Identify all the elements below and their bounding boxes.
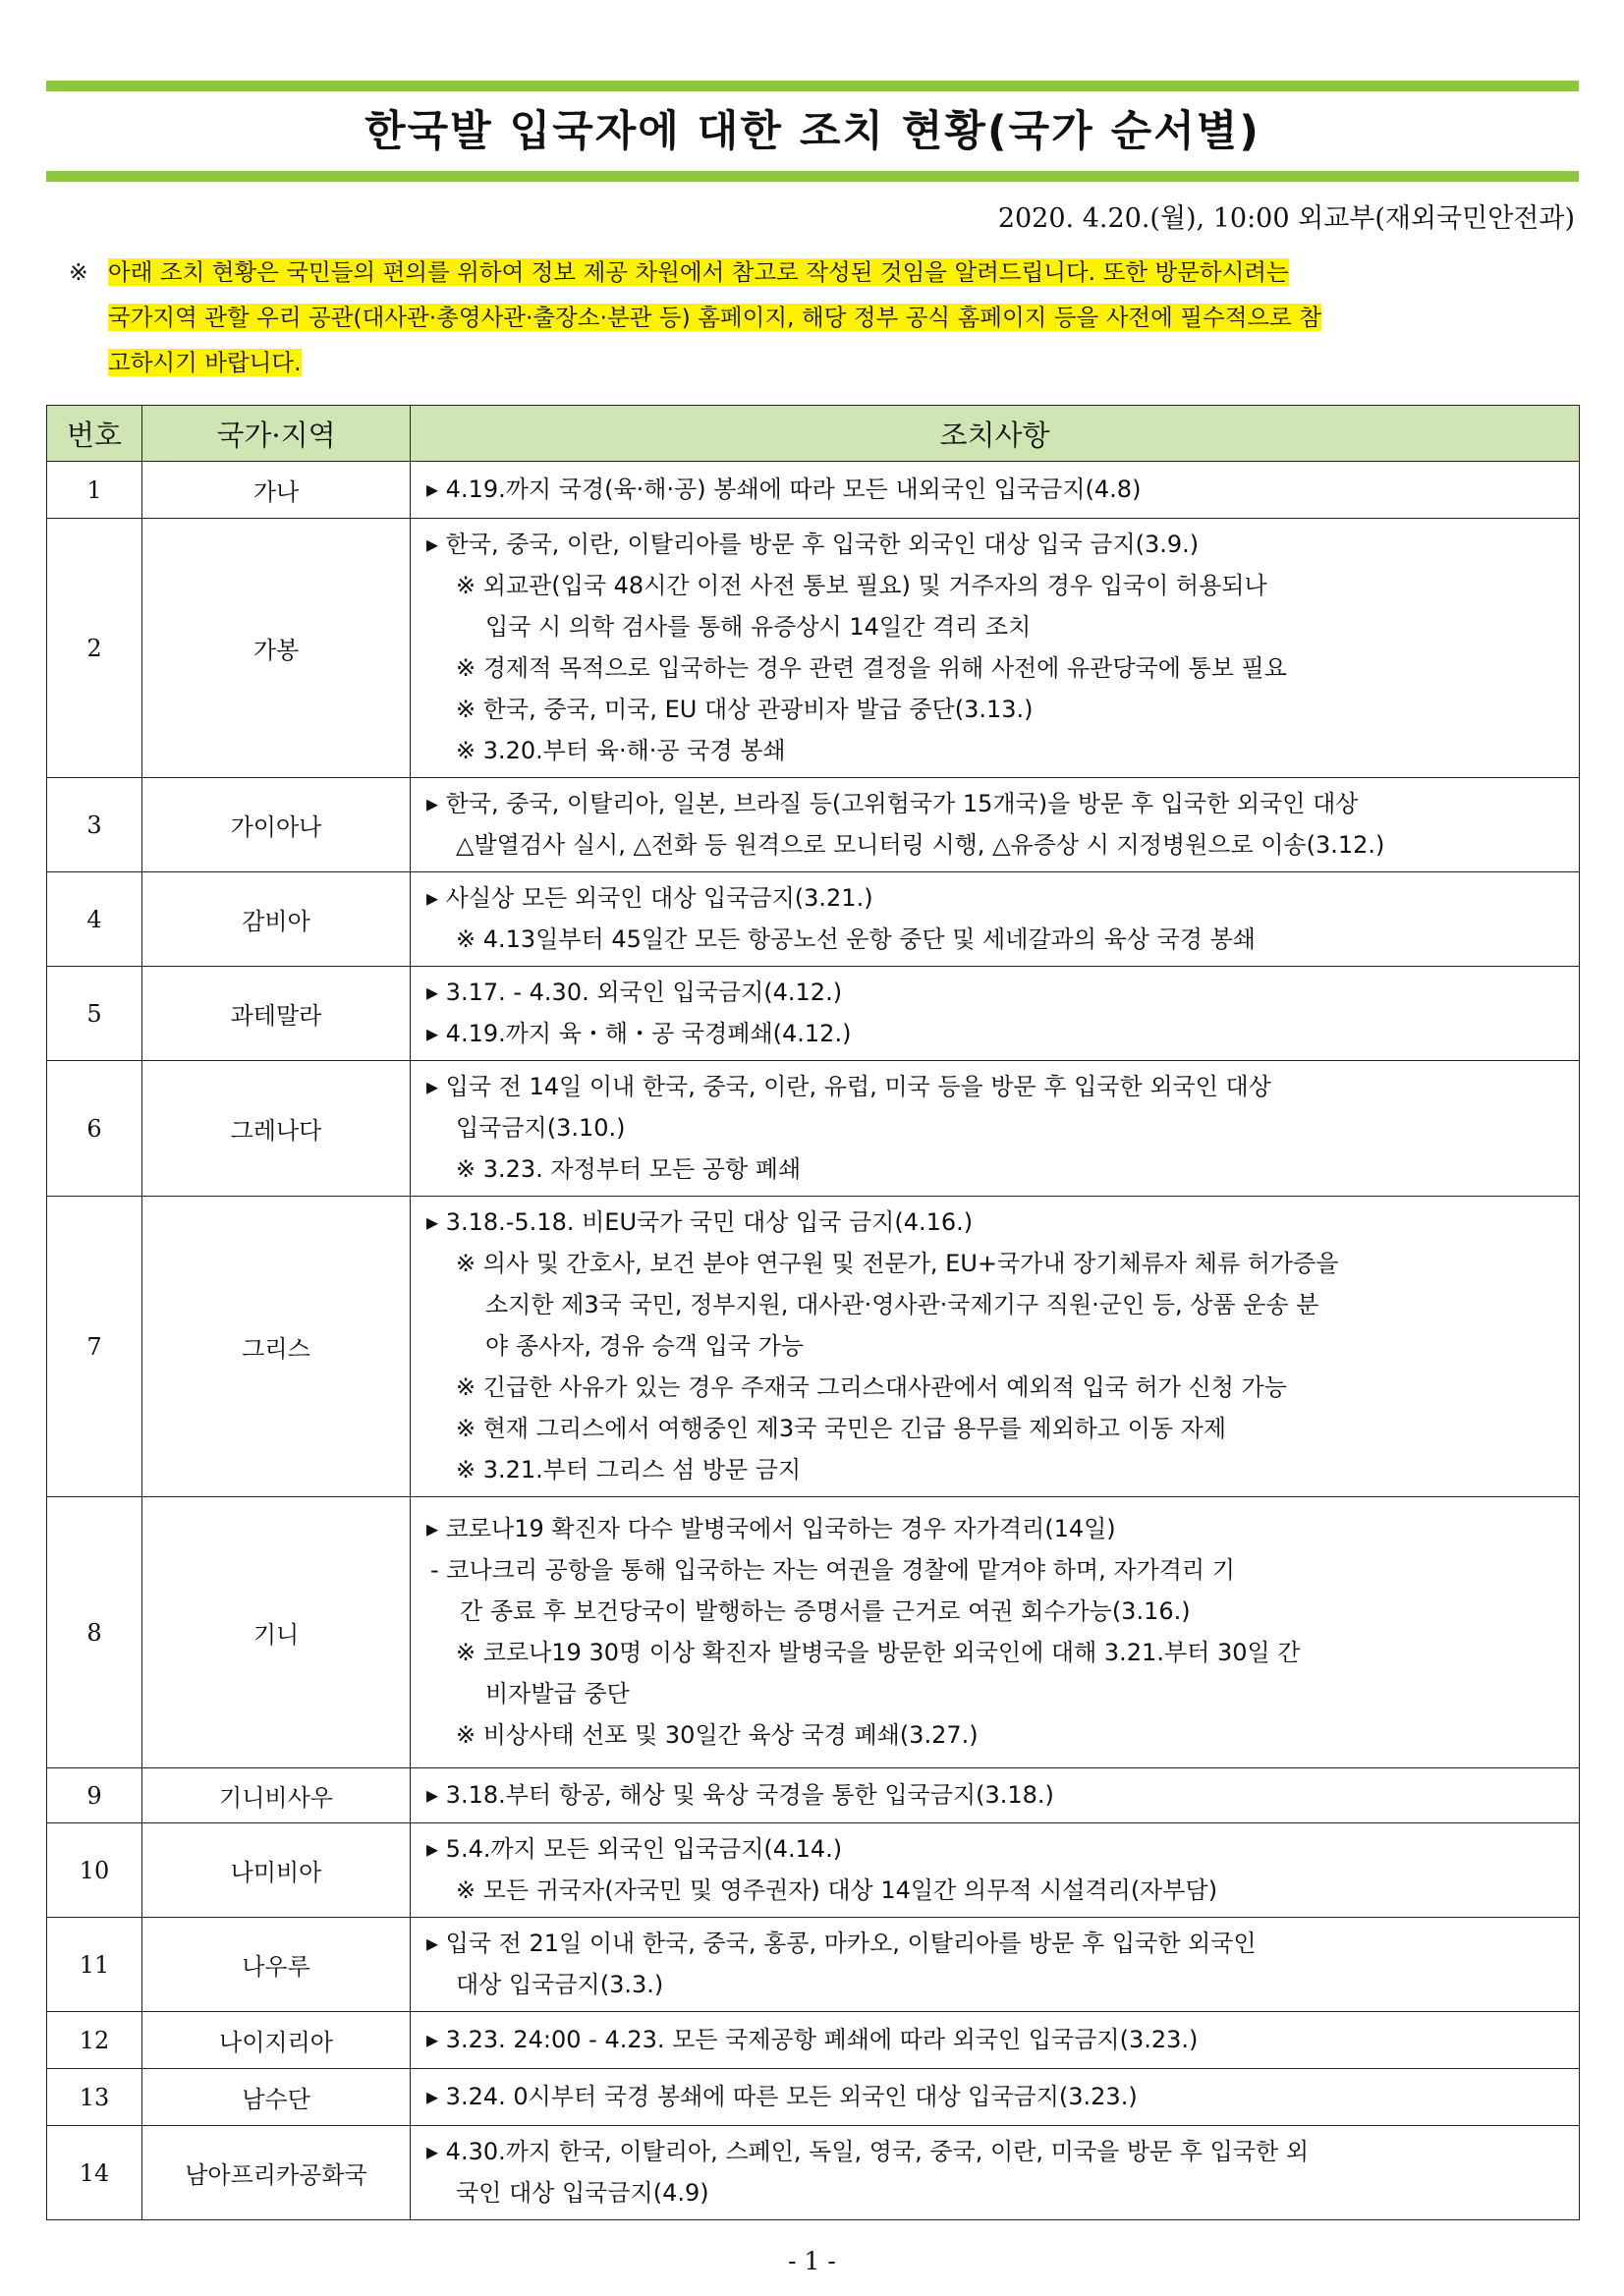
country-name: 그레나다 — [142, 1061, 411, 1197]
country-name: 나우루 — [142, 1918, 411, 2012]
measure-line: △발열검사 실시, △전화 등 원격으로 모니터링 시행, △유증상 시 지정병원으로 이송(3.12.) — [456, 831, 1385, 859]
measure-line: 대상 입국금지(3.3.) — [456, 1971, 664, 1998]
table-row — [47, 462, 1580, 519]
measures-cell — [411, 872, 1580, 967]
measure-line: 소지한 제3국 국민, 정부지원, 대사관·영사관·국제기구 직원·군인 등, 상품 운송 분 — [485, 1291, 1319, 1318]
row-number: 7 — [47, 1197, 142, 1497]
country-name: 기니비사우 — [142, 1768, 411, 1823]
header-measures: 조치사항 — [411, 406, 1580, 462]
measure-line: 간 종료 후 보건당국이 발행하는 증명서를 근거로 여권 회수가능(3.16.) — [460, 1597, 1191, 1625]
row-number: 6 — [47, 1061, 142, 1197]
measures-cell — [411, 1823, 1580, 1918]
measure-line: 비자발급 중단 — [485, 1680, 630, 1708]
country-name: 가나 — [142, 462, 411, 519]
measure-line: ▸ 4.19.까지 육・해・공 국경폐쇄(4.12.) — [426, 1020, 852, 1047]
row-number: 14 — [47, 2126, 142, 2220]
country-name: 그리스 — [142, 1197, 411, 1497]
measure-line: ※ 비상사태 선포 및 30일간 육상 국경 폐쇄(3.27.) — [456, 1721, 979, 1749]
row-number: 8 — [47, 1497, 142, 1768]
measures-cell — [411, 1197, 1580, 1497]
measure-line: ※ 3.21.부터 그리스 섬 방문 금지 — [456, 1456, 802, 1484]
measure-line: ▸ 3.17. - 4.30. 외국인 입국금지(4.12.) — [426, 979, 843, 1006]
country-name: 과테말라 — [142, 967, 411, 1061]
measure-line: ※ 의사 및 간호사, 보건 분야 연구원 및 전문가, EU+국가내 장기체류자 체류 허가증을 — [456, 1250, 1339, 1277]
measures-cell — [411, 462, 1580, 519]
measure-line: ※ 경제적 목적으로 입국하는 경우 관련 결정을 위해 사전에 유관당국에 통보 필요 — [456, 654, 1287, 682]
measure-line: ▸ 3.24. 0시부터 국경 봉쇄에 따른 모든 외국인 대상 입국금지(3.23.) — [426, 2083, 1138, 2110]
page-title: 한국발 입국자에 대한 조치 현황(국가 순서별) — [364, 107, 1260, 156]
measure-line: 입국 시 의학 검사를 통해 유증상시 14일간 격리 조치 — [485, 613, 1032, 641]
measure-line: ▸ 3.18.부터 항공, 해상 및 육상 국경을 통한 입국금지(3.18.) — [426, 1781, 1054, 1809]
table-row — [47, 519, 1580, 778]
table-row — [47, 778, 1580, 872]
measure-line: ▸ 사실상 모든 외국인 대상 입국금지(3.21.) — [426, 884, 873, 912]
measure-line: ▸ 입국 전 21일 이내 한국, 중국, 홍콩, 마카오, 이탈리아를 방문 후 입국한 외국인 — [426, 1930, 1257, 1957]
row-number: 9 — [47, 1768, 142, 1823]
measure-line: ▸ 한국, 중국, 이탈리아, 일본, 브라질 등(고위험국가 15개국)을 방문 후 입국한 외국인 대상 — [426, 790, 1359, 817]
row-number: 11 — [47, 1918, 142, 2012]
row-number: 2 — [47, 519, 142, 778]
country-name: 남수단 — [142, 2069, 411, 2126]
measure-line: ▸ 4.19.까지 국경(육·해·공) 봉쇄에 따라 모든 내외국인 입국금지(4.8) — [426, 476, 1142, 503]
table-row — [47, 1061, 1580, 1197]
table-row — [47, 967, 1580, 1061]
measure-line: ※ 코로나19 30명 이상 확진자 발병국을 방문한 외국인에 대해 3.21.부터 30일 간 — [456, 1639, 1301, 1666]
notice-line: 아래 조치 현황은 국민들의 편의를 위하여 정보 제공 차원에서 참고로 작성된 것임을 알려드립니다. 또한 방문하시려는 — [108, 258, 1289, 286]
notice-line: 국가지역 관할 우리 공관(대사관·총영사관·출장소·분관 등) 홈페이지, 해당 정부 공식 홈페이지 등을 사전에 필수적으로 참 — [108, 304, 1321, 331]
country-name: 남아프리카공화국 — [142, 2126, 411, 2220]
measure-line: ※ 긴급한 사유가 있는 경우 주재국 그리스대사관에서 예외적 입국 허가 신청 가능 — [456, 1373, 1287, 1401]
country-name: 가이아나 — [142, 778, 411, 872]
measure-line: ▸ 4.30.까지 한국, 이탈리아, 스페인, 독일, 영국, 중국, 이란, 미국을 방문 후 입국한 외 — [426, 2138, 1310, 2165]
country-name: 나미비아 — [142, 1823, 411, 1918]
measures-cell — [411, 519, 1580, 778]
notice-mark: ※ — [69, 258, 88, 286]
measure-line: ▸ 5.4.까지 모든 외국인 입국금지(4.14.) — [426, 1835, 843, 1863]
table-row — [47, 2012, 1580, 2069]
bottom-green-rule — [46, 171, 1579, 182]
country-name: 가봉 — [142, 519, 411, 778]
header-country: 국가·지역 — [142, 406, 411, 462]
measures-cell — [411, 2069, 1580, 2126]
measures-cell — [411, 1768, 1580, 1823]
table-row — [47, 1497, 1580, 1768]
measure-line: 국인 대상 입국금지(4.9) — [456, 2179, 709, 2207]
measures-table — [46, 405, 1580, 2220]
measure-line: ※ 3.20.부터 육·해·공 국경 봉쇄 — [456, 737, 786, 764]
row-number: 3 — [47, 778, 142, 872]
top-green-rule — [46, 81, 1579, 91]
measures-cell — [411, 1497, 1580, 1768]
table-row — [47, 872, 1580, 967]
row-number: 12 — [47, 2012, 142, 2069]
measure-line: ※ 현재 그리스에서 여행중인 제3국 국민은 긴급 용무를 제외하고 이동 자제 — [456, 1415, 1227, 1442]
table-header-row — [47, 406, 1580, 462]
notice-body — [108, 250, 1579, 385]
measure-line: ※ 3.23. 자정부터 모든 공항 폐쇄 — [456, 1155, 802, 1183]
dateline: 2020. 4.20.(월), 10:00 외교부(재외국민안전과) — [997, 203, 1575, 234]
table-row — [47, 1918, 1580, 2012]
row-number: 1 — [47, 462, 142, 519]
measures-cell — [411, 1918, 1580, 2012]
measure-line: ▸ 한국, 중국, 이란, 이탈리아를 방문 후 입국한 외국인 대상 입국 금지(3.9.) — [426, 531, 1200, 558]
measure-line: ※ 모든 귀국자(자국민 및 영주권자) 대상 14일간 의무적 시설격리(자부담) — [456, 1876, 1218, 1904]
measures-cell — [411, 778, 1580, 872]
row-number: 5 — [47, 967, 142, 1061]
country-name: 기니 — [142, 1497, 411, 1768]
measure-line: 야 종사자, 경유 승객 입국 가능 — [485, 1332, 804, 1360]
country-name: 감비아 — [142, 872, 411, 967]
row-number: 4 — [47, 872, 142, 967]
measure-line: ▸ 코로나19 확진자 다수 발병국에서 입국하는 경우 자가격리(14일) — [426, 1515, 1116, 1542]
row-number: 13 — [47, 2069, 142, 2126]
measures-cell — [411, 967, 1580, 1061]
header-num: 번호 — [47, 406, 142, 462]
measure-line: 입국금지(3.10.) — [456, 1114, 626, 1142]
table-row — [47, 2126, 1580, 2220]
country-name: 나이지리아 — [142, 2012, 411, 2069]
table-row — [47, 2069, 1580, 2126]
measures-cell — [411, 2126, 1580, 2220]
measure-line: ※ 4.13일부터 45일간 모든 항공노선 운항 중단 및 세네갈과의 육상 국경 봉쇄 — [456, 925, 1256, 953]
measures-cell — [411, 1061, 1580, 1197]
measure-line: ▸ 3.18.-5.18. 비EU국가 국민 대상 입국 금지(4.16.) — [426, 1208, 974, 1236]
table-row — [47, 1823, 1580, 1918]
measure-line: ▸ 입국 전 14일 이내 한국, 중국, 이란, 유럽, 미국 등을 방문 후 입국한 외국인 대상 — [426, 1073, 1271, 1100]
page-number: - 1 - — [788, 2247, 836, 2275]
measures-cell — [411, 2012, 1580, 2069]
measure-line: ※ 외교관(입국 48시간 이전 사전 통보 필요) 및 거주자의 경우 입국이 허용되나 — [456, 572, 1267, 599]
notice-block — [61, 250, 1579, 385]
row-number: 10 — [47, 1823, 142, 1918]
notice-line: 고하시기 바랍니다. — [108, 349, 302, 376]
measure-line: ▸ 3.23. 24:00 - 4.23. 모든 국제공항 폐쇄에 따라 외국인 입국금지(3.23.) — [426, 2026, 1199, 2053]
measure-line: ※ 한국, 중국, 미국, EU 대상 관광비자 발급 중단(3.13.) — [456, 696, 1034, 723]
table-row — [47, 1197, 1580, 1497]
measure-line: - 코나크리 공항을 통해 입국하는 자는 여권을 경찰에 맡겨야 하며, 자가격리 기 — [430, 1556, 1235, 1584]
table-row — [47, 1768, 1580, 1823]
